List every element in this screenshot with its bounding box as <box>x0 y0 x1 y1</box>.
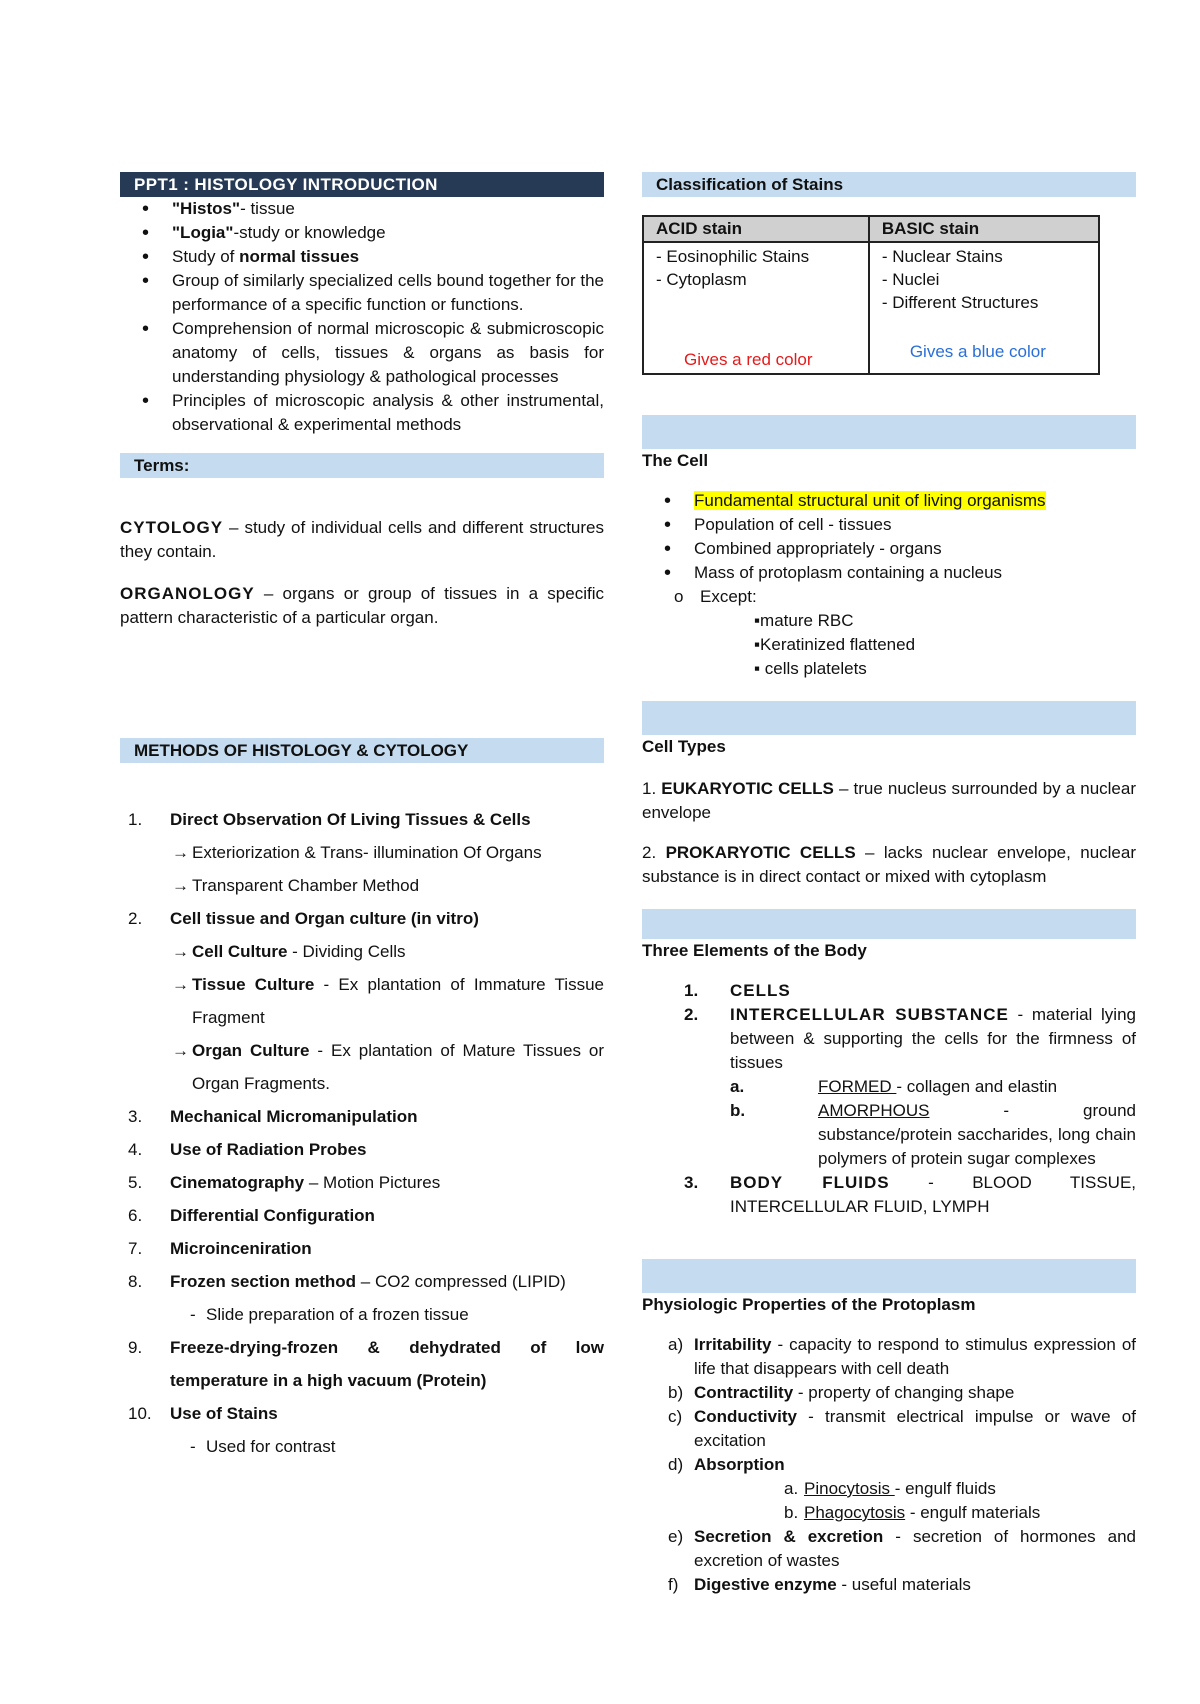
list-item: 4. Use of Radiation Probes <box>128 1140 367 1159</box>
list-item: - Used for contrast <box>190 1437 336 1456</box>
list-item: → Exteriorization & Trans- illumination Of Organs <box>172 843 542 862</box>
list-item: a) Irritability - capacity to respond to stimulus expression of life that disappears with cell death <box>668 1335 1136 1378</box>
section-bar <box>642 701 1136 735</box>
cell-title: The Cell <box>642 451 709 470</box>
section-bar <box>642 1259 1136 1293</box>
red-color-note: Gives a red color <box>684 350 813 369</box>
elements-title: Three Elements of the Body <box>642 941 867 960</box>
list-item: 7. Microinceniration <box>128 1239 312 1258</box>
list-item: d) Absorption a. Pinocytosis - engulf fluids b. Phagocytosis - engulf materials <box>642 1453 1136 1525</box>
eukaryotic-definition: 1. EUKARYOTIC CELLS – true nucleus surrounded by a nuclear envelope <box>642 779 1136 822</box>
list-item: c) Conductivity - transmit electrical impulse or wave of excitation <box>668 1407 1136 1450</box>
left-column <box>120 172 604 1463</box>
right-column <box>642 172 1136 1597</box>
list-item: 3. BODY FLUIDS - BLOOD TISSUE, INTERCELLULAR FLUID, LYMPH <box>684 1173 1136 1216</box>
stains-header: Classification of Stains <box>642 172 1136 197</box>
list-item: 9. Freeze-drying-frozen & dehydrated of low temperature in a high vacuum (Protein) <box>128 1338 604 1390</box>
list-item: • "Logia"-study or knowledge <box>120 221 604 245</box>
list-item: 1. Direct Observation Of Living Tissues & Cells <box>128 810 531 829</box>
list-item: • Fundamental structural unit of living organisms <box>642 489 1136 513</box>
list-item: • Combined appropriately - organs <box>642 537 1136 561</box>
list-item: 3. Mechanical Micromanipulation <box>128 1107 418 1126</box>
acid-stain-heading: ACID stain <box>643 216 869 242</box>
list-item: • Mass of protoplasm containing a nucleus <box>642 561 1136 585</box>
list-item: ▪Keratinized flattened <box>754 635 916 654</box>
list-item: • Group of similarly specialized cells bound together for the performance of a specific function or functions. <box>120 269 604 317</box>
cytology-definition: CYTOLOGY – study of individual cells and different structures they contain. <box>120 518 604 561</box>
list-item: • Population of cell - tissues <box>642 513 1136 537</box>
elements-list <box>642 979 1136 1219</box>
list-item: 2. INTERCELLULAR SUBSTANCE - material lying between & supporting the cells for the firmness of tissues a. FORMED - collagen and elastin b. AMORPHOUS - ground substance/protein saccharides, long chain polymers of protein sugar complexes <box>642 1003 1136 1171</box>
basic-stain-cell: - Nuclear Stains - Nuclei - Different Structures Gives a blue color <box>869 242 1099 374</box>
except-item: o Except: <box>674 587 757 606</box>
physiologic-list <box>642 1333 1136 1597</box>
list-item: a. Pinocytosis - engulf fluids <box>784 1479 996 1498</box>
terms-header: Terms: <box>120 453 604 478</box>
list-item: • Study of normal tissues <box>120 245 604 269</box>
list-item: b. Phagocytosis - engulf materials <box>784 1503 1041 1522</box>
list-item: ▪ cells platelets <box>754 659 867 678</box>
list-item: → Cell Culture - Dividing Cells <box>172 942 406 961</box>
list-item: b. AMORPHOUS - ground substance/protein saccharides, long chain polymers of protein sugar complexes <box>730 1101 1136 1168</box>
organology-definition: ORGANOLOGY – organs or group of tissues in a specific pattern characteristic of a particular organ. <box>120 584 604 627</box>
list-item: 2. Cell tissue and Organ culture (in vitro) <box>128 909 479 928</box>
section-bar <box>642 415 1136 449</box>
except-list <box>642 609 1136 681</box>
prokaryotic-definition: 2. PROKARYOTIC CELLS – lacks nuclear envelope, nuclear substance is in direct contact or mixed with cytoplasm <box>642 843 1136 886</box>
list-item: → Organ Culture - Ex plantation of Mature Tissues or Organ Fragments. <box>172 1041 604 1093</box>
list-item: b) Contractility - property of changing shape <box>668 1383 1015 1402</box>
intro-bullet-list <box>120 197 604 437</box>
cell-types-title: Cell Types <box>642 737 726 756</box>
list-item: 1. CELLS <box>684 981 791 1000</box>
list-item: ▪mature RBC <box>754 611 854 630</box>
list-item: 8. Frozen section method – CO2 compressed (LIPID) <box>128 1272 566 1291</box>
list-item: → Tissue Culture - Ex plantation of Immature Tissue Fragment <box>172 975 604 1027</box>
list-item: 6. Differential Configuration <box>128 1206 375 1225</box>
cell-bullet-list <box>642 489 1136 585</box>
list-item: 5. Cinematography – Motion Pictures <box>128 1173 441 1192</box>
blue-color-note: Gives a blue color <box>909 342 1046 361</box>
list-item: • "Histos"- tissue <box>120 197 604 221</box>
list-item: a. FORMED - collagen and elastin <box>730 1077 1058 1096</box>
physiologic-title: Physiologic Properties of the Protoplasm <box>642 1295 976 1314</box>
intro-header: PPT1 : HISTOLOGY INTRODUCTION <box>120 172 604 197</box>
section-bar <box>642 909 1136 939</box>
list-item: • Comprehension of normal microscopic & submicroscopic anatomy of cells, tissues & organs as basis for understanding physiology & pathological processes <box>120 317 604 389</box>
list-item: f) Digestive enzyme - useful materials <box>668 1575 971 1594</box>
methods-list <box>120 803 604 1463</box>
acid-stain-cell: - Eosinophilic Stains - Cytoplasm Gives a red color <box>643 242 869 374</box>
methods-header: METHODS OF HISTOLOGY & CYTOLOGY <box>120 738 604 763</box>
basic-stain-heading: BASIC stain <box>869 216 1099 242</box>
list-item: e) Secretion & excretion - secretion of hormones and excretion of wastes <box>668 1527 1137 1570</box>
list-item: 10. Use of Stains <box>128 1404 278 1423</box>
stains-table <box>642 215 1100 375</box>
list-item: - Slide preparation of a frozen tissue <box>190 1305 469 1324</box>
list-item: → Transparent Chamber Method <box>172 876 420 895</box>
list-item: • Principles of microscopic analysis & other instrumental, observational & experimental methods <box>120 389 604 437</box>
